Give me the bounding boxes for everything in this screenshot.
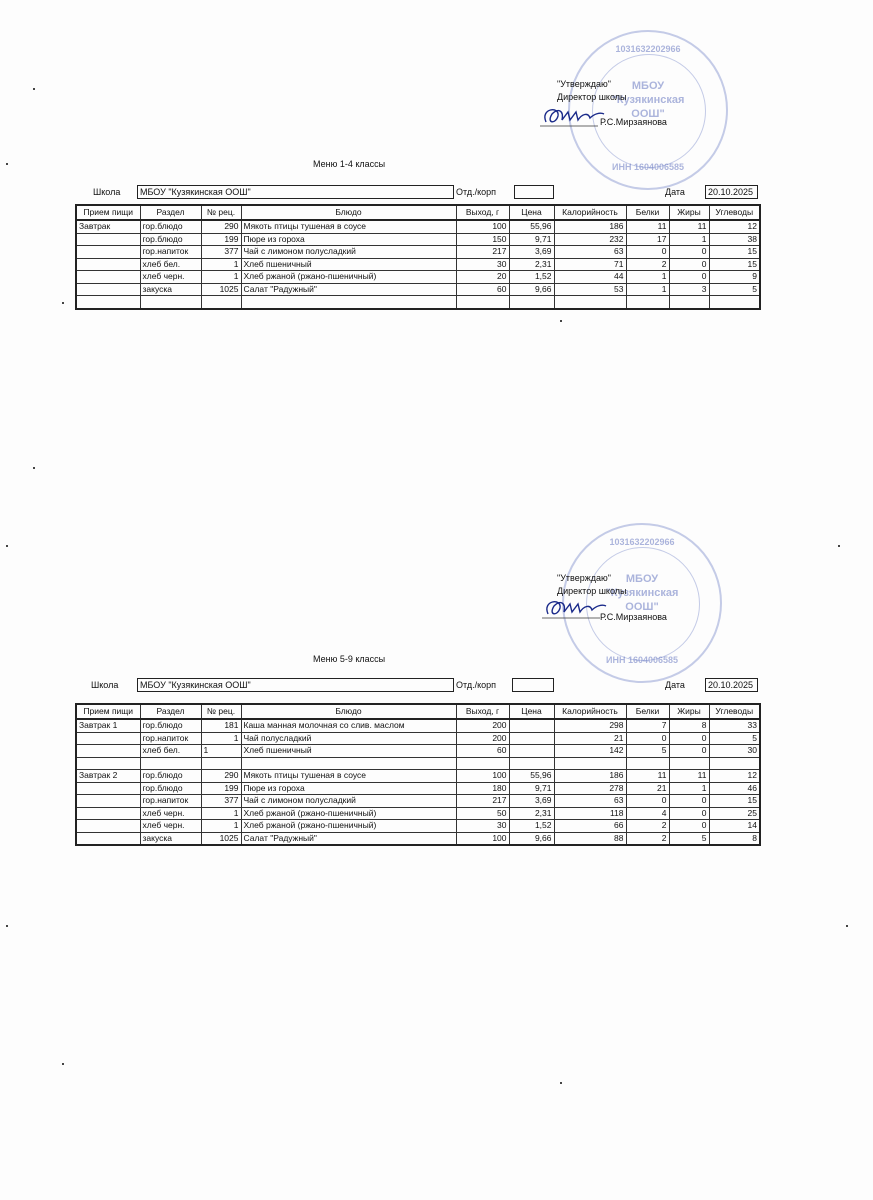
approve-label: "Утверждаю" (557, 79, 611, 89)
cell-rec: 290 (201, 770, 241, 783)
column-header: Углеводы (709, 205, 760, 220)
cell-price (509, 719, 554, 732)
cell-dish: Хлеб ржаной (ржано-пшеничный) (241, 820, 456, 833)
cell-price (509, 757, 554, 770)
table-row (76, 745, 760, 758)
cell-section: хлеб бел. (140, 258, 201, 271)
date-label: Дата (665, 680, 685, 690)
director-name: Р.С.Мирзаянова (600, 612, 667, 622)
cell-fat: 0 (669, 271, 709, 284)
cell-section: гор.напиток (140, 732, 201, 745)
cell-dish: Хлеб ржаной (ржано-пшеничный) (241, 807, 456, 820)
cell-prot: 2 (626, 258, 669, 271)
dept-field (514, 185, 554, 199)
cell-rec (201, 757, 241, 770)
cell-cal: 63 (554, 246, 626, 259)
table-row (76, 795, 760, 808)
dept-label: Отд./корп (456, 680, 496, 690)
cell-rec: 1 (201, 271, 241, 284)
cell-rec: 290 (201, 220, 241, 233)
date-field: 20.10.2025 (705, 185, 758, 199)
stamp-ogrn: 1031632202966 (609, 537, 675, 547)
cell-rec: 199 (201, 782, 241, 795)
cell-prot: 2 (626, 820, 669, 833)
cell-out: 60 (456, 745, 509, 758)
cell-meal: Завтрак 2 (76, 770, 140, 783)
cell-prot: 2 (626, 832, 669, 845)
cell-out: 100 (456, 220, 509, 233)
cell-price: 2,31 (509, 807, 554, 820)
cell-fat (669, 296, 709, 309)
cell-rec: 181 (201, 719, 241, 732)
cell-meal (76, 807, 140, 820)
cell-prot: 21 (626, 782, 669, 795)
cell-prot: 0 (626, 795, 669, 808)
cell-dish (241, 757, 456, 770)
cell-fat: 1 (669, 233, 709, 246)
cell-rec: 1 (201, 807, 241, 820)
cell-carb: 5 (709, 732, 760, 745)
cell-meal (76, 757, 140, 770)
cell-section: гор.блюдо (140, 719, 201, 732)
date-field: 20.10.2025 (705, 678, 758, 692)
column-header: Цена (509, 704, 554, 719)
cell-meal (76, 246, 140, 259)
cell-carb: 46 (709, 782, 760, 795)
cell-section: гор.блюдо (140, 782, 201, 795)
cell-rec: 377 (201, 246, 241, 259)
table-row (76, 233, 760, 246)
cell-carb: 33 (709, 719, 760, 732)
column-header: Жиры (669, 205, 709, 220)
cell-fat: 0 (669, 732, 709, 745)
cell-section: закуска (140, 283, 201, 296)
table-header (76, 704, 760, 719)
cell-fat: 0 (669, 258, 709, 271)
cell-cal: 21 (554, 732, 626, 745)
table-row (76, 820, 760, 833)
stamp-ogrn: 1031632202966 (615, 44, 681, 54)
cell-rec: 199 (201, 233, 241, 246)
cell-cal (554, 757, 626, 770)
cell-price: 1,52 (509, 271, 554, 284)
menu-table (75, 204, 761, 310)
cell-dish: Салат "Радужный" (241, 832, 456, 845)
table-row (76, 719, 760, 732)
cell-rec: 1 (201, 820, 241, 833)
cell-price: 9,71 (509, 782, 554, 795)
cell-rec (201, 296, 241, 309)
cell-section: хлеб черн. (140, 271, 201, 284)
cell-cal: 44 (554, 271, 626, 284)
column-header: Выход, г (456, 205, 509, 220)
stamp-line2: "Кузякинская (605, 587, 679, 599)
table-row (76, 246, 760, 259)
cell-fat: 0 (669, 795, 709, 808)
column-header: Выход, г (456, 704, 509, 719)
stamp-inn: ИНН 1604006585 (605, 655, 679, 665)
table-row (76, 271, 760, 284)
director-label: Директор школы (557, 586, 627, 596)
cell-cal: 232 (554, 233, 626, 246)
cell-carb (709, 296, 760, 309)
cell-prot: 0 (626, 246, 669, 259)
cell-prot: 17 (626, 233, 669, 246)
cell-dish: Чай с лимоном полусладкий (241, 795, 456, 808)
cell-carb: 12 (709, 770, 760, 783)
dept-field (512, 678, 554, 692)
column-header: Раздел (140, 704, 201, 719)
cell-dish: Хлеб пшеничный (241, 258, 456, 271)
cell-out: 60 (456, 283, 509, 296)
date-label: Дата (665, 187, 685, 197)
column-header: Белки (626, 205, 669, 220)
cell-carb: 12 (709, 220, 760, 233)
cell-rec: 377 (201, 795, 241, 808)
cell-meal: Завтрак (76, 220, 140, 233)
cell-prot: 0 (626, 732, 669, 745)
cell-cal: 186 (554, 220, 626, 233)
table-row (76, 283, 760, 296)
cell-meal (76, 745, 140, 758)
column-header: Белки (626, 704, 669, 719)
cell-prot (626, 296, 669, 309)
cell-dish: Чай полусладкий (241, 732, 456, 745)
cell-dish: Пюре из гороха (241, 782, 456, 795)
cell-cal: 66 (554, 820, 626, 833)
cell-carb: 30 (709, 745, 760, 758)
table-row (76, 807, 760, 820)
cell-section: гор.блюдо (140, 770, 201, 783)
cell-price: 55,96 (509, 220, 554, 233)
cell-cal: 142 (554, 745, 626, 758)
column-header: Цена (509, 205, 554, 220)
cell-price: 9,71 (509, 233, 554, 246)
cell-meal (76, 795, 140, 808)
cell-section: гор.блюдо (140, 233, 201, 246)
cell-price (509, 732, 554, 745)
cell-price: 55,96 (509, 770, 554, 783)
cell-meal (76, 283, 140, 296)
cell-fat (669, 757, 709, 770)
cell-cal: 298 (554, 719, 626, 732)
cell-carb (709, 757, 760, 770)
menu-title: Меню 5-9 классы (313, 654, 386, 664)
menu-title: Меню 1-4 классы (313, 159, 386, 169)
cell-carb: 8 (709, 832, 760, 845)
column-header: Прием пищи (76, 704, 140, 719)
cell-rec: 1025 (201, 283, 241, 296)
cell-price: 3,69 (509, 246, 554, 259)
cell-section: хлеб черн. (140, 807, 201, 820)
cell-fat: 0 (669, 246, 709, 259)
stamp-inn: ИНН 1604006585 (611, 162, 685, 172)
cell-carb: 5 (709, 283, 760, 296)
cell-fat: 11 (669, 770, 709, 783)
cell-price: 3,69 (509, 795, 554, 808)
cell-dish: Пюре из гороха (241, 233, 456, 246)
stamp-line1: МБОУ (625, 573, 659, 585)
director-label: Директор школы (557, 92, 627, 102)
cell-out: 30 (456, 258, 509, 271)
table-row (76, 732, 760, 745)
cell-meal (76, 782, 140, 795)
cell-fat: 0 (669, 820, 709, 833)
column-header: Раздел (140, 205, 201, 220)
cell-dish: Мякоть птицы тушеная в соусе (241, 220, 456, 233)
cell-dish (241, 296, 456, 309)
cell-carb: 25 (709, 807, 760, 820)
menu-table (75, 703, 761, 846)
cell-out: 217 (456, 246, 509, 259)
table-row (76, 220, 760, 233)
cell-dish: Хлеб ржаной (ржано-пшеничный) (241, 271, 456, 284)
cell-meal (76, 832, 140, 845)
cell-cal: 71 (554, 258, 626, 271)
cell-cal: 53 (554, 283, 626, 296)
director-name: Р.С.Мирзаянова (600, 117, 667, 127)
cell-cal: 278 (554, 782, 626, 795)
table-row (76, 757, 760, 770)
table-row (76, 782, 760, 795)
cell-meal (76, 258, 140, 271)
cell-rec: 1025 (201, 832, 241, 845)
cell-out: 217 (456, 795, 509, 808)
cell-rec: 1 (201, 732, 241, 745)
signature-icon (538, 104, 608, 130)
cell-dish: Каша манная молочная со слив. маслом (241, 719, 456, 732)
cell-meal (76, 820, 140, 833)
table-header (76, 205, 760, 220)
table-row (76, 832, 760, 845)
cell-meal (76, 296, 140, 309)
cell-fat: 0 (669, 807, 709, 820)
column-header: Углеводы (709, 704, 760, 719)
cell-out: 200 (456, 719, 509, 732)
cell-fat: 1 (669, 782, 709, 795)
table-row (76, 770, 760, 783)
cell-prot: 1 (626, 271, 669, 284)
cell-cal: 186 (554, 770, 626, 783)
approve-label: "Утверждаю" (557, 573, 611, 583)
cell-carb: 15 (709, 246, 760, 259)
cell-out: 30 (456, 820, 509, 833)
column-header: Калорийность (554, 205, 626, 220)
cell-section (140, 296, 201, 309)
stamp-line3: ООШ" (631, 108, 665, 120)
cell-out: 100 (456, 770, 509, 783)
cell-prot: 5 (626, 745, 669, 758)
cell-section: гор.напиток (140, 795, 201, 808)
cell-carb: 14 (709, 820, 760, 833)
cell-cal: 88 (554, 832, 626, 845)
cell-price: 9,66 (509, 832, 554, 845)
cell-out (456, 296, 509, 309)
school-label: Школа (93, 187, 121, 197)
column-header: Калорийность (554, 704, 626, 719)
stamp-line1: МБОУ (631, 80, 665, 92)
cell-rec: 1 (201, 258, 241, 271)
column-header: № рец. (201, 704, 241, 719)
cell-dish: Чай с лимоном полусладкий (241, 246, 456, 259)
cell-prot: 11 (626, 770, 669, 783)
table-row (76, 258, 760, 271)
cell-fat: 8 (669, 719, 709, 732)
dept-label: Отд./корп (456, 187, 496, 197)
school-name-field: МБОУ "Кузякинская ООШ" (137, 185, 454, 199)
table-row (76, 296, 760, 309)
cell-prot: 11 (626, 220, 669, 233)
cell-out: 20 (456, 271, 509, 284)
cell-out: 50 (456, 807, 509, 820)
cell-prot: 7 (626, 719, 669, 732)
cell-fat: 3 (669, 283, 709, 296)
cell-meal (76, 732, 140, 745)
cell-out: 180 (456, 782, 509, 795)
school-label: Школа (91, 680, 119, 690)
cell-out: 150 (456, 233, 509, 246)
school-name-field: МБОУ "Кузякинская ООШ" (137, 678, 454, 692)
column-header: № рец. (201, 205, 241, 220)
column-header: Прием пищи (76, 205, 140, 220)
column-header: Жиры (669, 704, 709, 719)
stamp-line3: ООШ" (625, 601, 659, 613)
cell-section: гор.напиток (140, 246, 201, 259)
cell-section (140, 757, 201, 770)
cell-rec: 1 (201, 745, 241, 758)
cell-fat: 5 (669, 832, 709, 845)
cell-section: закуска (140, 832, 201, 845)
cell-out (456, 757, 509, 770)
cell-cal: 118 (554, 807, 626, 820)
column-header: Блюдо (241, 205, 456, 220)
cell-section: гор.блюдо (140, 220, 201, 233)
cell-section: хлеб бел. (140, 745, 201, 758)
cell-prot (626, 757, 669, 770)
cell-price (509, 745, 554, 758)
cell-carb: 15 (709, 258, 760, 271)
cell-price: 2,31 (509, 258, 554, 271)
cell-out: 100 (456, 832, 509, 845)
cell-out: 200 (456, 732, 509, 745)
cell-section: хлеб черн. (140, 820, 201, 833)
cell-price: 9,66 (509, 283, 554, 296)
cell-carb: 15 (709, 795, 760, 808)
cell-fat: 11 (669, 220, 709, 233)
stamp-line2: "Кузякинская (611, 94, 685, 106)
column-header: Блюдо (241, 704, 456, 719)
cell-prot: 4 (626, 807, 669, 820)
cell-price (509, 296, 554, 309)
cell-dish: Салат "Радужный" (241, 283, 456, 296)
cell-cal (554, 296, 626, 309)
cell-price: 1,52 (509, 820, 554, 833)
cell-dish: Хлеб пшеничный (241, 745, 456, 758)
cell-fat: 0 (669, 745, 709, 758)
cell-carb: 9 (709, 271, 760, 284)
cell-meal (76, 233, 140, 246)
cell-meal (76, 271, 140, 284)
cell-meal: Завтрак 1 (76, 719, 140, 732)
cell-carb: 38 (709, 233, 760, 246)
cell-cal: 63 (554, 795, 626, 808)
cell-dish: Мякоть птицы тушеная в соусе (241, 770, 456, 783)
cell-prot: 1 (626, 283, 669, 296)
